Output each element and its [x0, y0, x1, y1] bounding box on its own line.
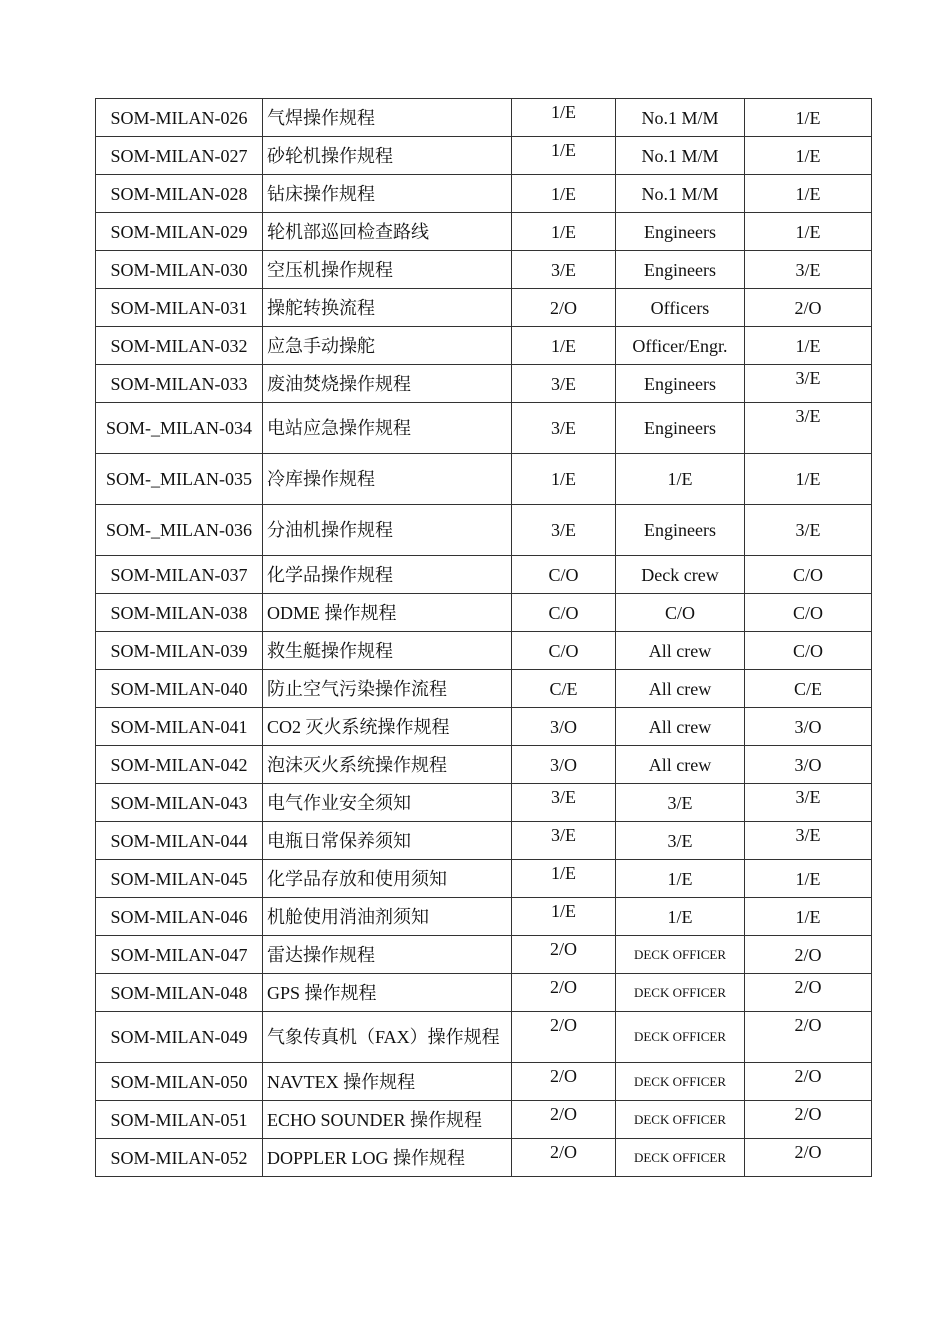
doc-dept: 1/E	[512, 213, 616, 251]
doc-dept: C/E	[512, 670, 616, 708]
doc-dept: 1/E	[512, 137, 616, 175]
doc-title: 救生艇操作规程	[263, 632, 512, 670]
doc-operator: All crew	[616, 670, 745, 708]
doc-title: 轮机部巡回检查路线	[263, 213, 512, 251]
doc-dept: 2/O	[512, 1063, 616, 1101]
doc-operator: 1/E	[616, 454, 745, 505]
doc-responsible: 1/E	[745, 327, 872, 365]
table-row	[96, 632, 872, 670]
table-row	[96, 936, 872, 974]
doc-dept: 2/O	[512, 936, 616, 974]
table-row	[96, 213, 872, 251]
table-row	[96, 1012, 872, 1063]
doc-title: 化学品操作规程	[263, 556, 512, 594]
doc-responsible: 2/O	[745, 1012, 872, 1063]
doc-responsible: 3/E	[745, 365, 872, 403]
doc-operator: No.1 M/M	[616, 137, 745, 175]
doc-title: 防止空气污染操作流程	[263, 670, 512, 708]
table-row	[96, 1063, 872, 1101]
doc-code: SOM-MILAN-043	[96, 784, 263, 822]
doc-operator: Engineers	[616, 403, 745, 454]
doc-dept: 1/E	[512, 99, 616, 137]
doc-responsible: 1/E	[745, 454, 872, 505]
doc-title: 化学品存放和使用须知	[263, 860, 512, 898]
doc-code: SOM-MILAN-052	[96, 1139, 263, 1177]
table-row	[96, 251, 872, 289]
doc-operator: DECK OFFICER	[616, 974, 745, 1012]
doc-code: SOM-MILAN-050	[96, 1063, 263, 1101]
doc-dept: 2/O	[512, 1139, 616, 1177]
table-row	[96, 454, 872, 505]
table-row	[96, 556, 872, 594]
doc-dept: 1/E	[512, 860, 616, 898]
doc-code: SOM-MILAN-045	[96, 860, 263, 898]
doc-responsible: 1/E	[745, 213, 872, 251]
doc-operator: 1/E	[616, 860, 745, 898]
doc-code: SOM-_MILAN-035	[96, 454, 263, 505]
doc-code: SOM-MILAN-042	[96, 746, 263, 784]
doc-title: ODME 操作规程	[263, 594, 512, 632]
doc-title: DOPPLER LOG 操作规程	[263, 1139, 512, 1177]
doc-title: NAVTEX 操作规程	[263, 1063, 512, 1101]
doc-dept: 3/O	[512, 708, 616, 746]
table-row	[96, 898, 872, 936]
table-row	[96, 974, 872, 1012]
doc-operator: Officers	[616, 289, 745, 327]
doc-title: 气焊操作规程	[263, 99, 512, 137]
doc-responsible: 3/E	[745, 822, 872, 860]
doc-operator: All crew	[616, 746, 745, 784]
doc-code: SOM-MILAN-031	[96, 289, 263, 327]
doc-title: 分油机操作规程	[263, 505, 512, 556]
table-row	[96, 175, 872, 213]
doc-operator: DECK OFFICER	[616, 1012, 745, 1063]
doc-code: SOM-MILAN-048	[96, 974, 263, 1012]
doc-operator: No.1 M/M	[616, 99, 745, 137]
table-row	[96, 327, 872, 365]
doc-responsible: 3/O	[745, 746, 872, 784]
doc-dept: C/O	[512, 594, 616, 632]
doc-code: SOM-MILAN-027	[96, 137, 263, 175]
doc-code: SOM-MILAN-051	[96, 1101, 263, 1139]
table-row	[96, 670, 872, 708]
doc-responsible: 1/E	[745, 137, 872, 175]
doc-operator: DECK OFFICER	[616, 1101, 745, 1139]
doc-dept: 2/O	[512, 289, 616, 327]
doc-responsible: 3/E	[745, 403, 872, 454]
doc-responsible: C/O	[745, 594, 872, 632]
doc-title: ECHO SOUNDER 操作规程	[263, 1101, 512, 1139]
doc-dept: 3/E	[512, 251, 616, 289]
doc-responsible: 3/E	[745, 251, 872, 289]
doc-title: 空压机操作规程	[263, 251, 512, 289]
doc-responsible: 1/E	[745, 860, 872, 898]
doc-title: 电站应急操作规程	[263, 403, 512, 454]
doc-operator: C/O	[616, 594, 745, 632]
doc-code: SOM-MILAN-037	[96, 556, 263, 594]
doc-title: 操舵转换流程	[263, 289, 512, 327]
doc-code: SOM-MILAN-033	[96, 365, 263, 403]
doc-operator: 3/E	[616, 822, 745, 860]
doc-operator: DECK OFFICER	[616, 1139, 745, 1177]
doc-code: SOM-MILAN-030	[96, 251, 263, 289]
doc-code: SOM-_MILAN-034	[96, 403, 263, 454]
doc-code: SOM-MILAN-040	[96, 670, 263, 708]
doc-title: 应急手动操舵	[263, 327, 512, 365]
doc-responsible: 3/E	[745, 784, 872, 822]
doc-dept: 3/E	[512, 505, 616, 556]
doc-dept: 1/E	[512, 454, 616, 505]
doc-code: SOM-MILAN-044	[96, 822, 263, 860]
doc-operator: 1/E	[616, 898, 745, 936]
doc-operator: Engineers	[616, 505, 745, 556]
procedures-table	[95, 98, 872, 1177]
doc-title: 气象传真机（FAX）操作规程	[263, 1012, 512, 1063]
doc-title: 机舱使用消油剂须知	[263, 898, 512, 936]
doc-title: 冷库操作规程	[263, 454, 512, 505]
doc-title: 雷达操作规程	[263, 936, 512, 974]
doc-responsible: C/O	[745, 556, 872, 594]
doc-code: SOM-MILAN-039	[96, 632, 263, 670]
doc-title: GPS 操作规程	[263, 974, 512, 1012]
table-row	[96, 822, 872, 860]
doc-dept: 1/E	[512, 327, 616, 365]
doc-responsible: 2/O	[745, 289, 872, 327]
doc-dept: C/O	[512, 632, 616, 670]
doc-operator: Engineers	[616, 213, 745, 251]
doc-code: SOM-MILAN-026	[96, 99, 263, 137]
doc-responsible: 1/E	[745, 898, 872, 936]
doc-responsible: C/E	[745, 670, 872, 708]
table-row	[96, 137, 872, 175]
table-row	[96, 1101, 872, 1139]
table-row	[96, 403, 872, 454]
doc-title: 泡沫灭火系统操作规程	[263, 746, 512, 784]
doc-operator: No.1 M/M	[616, 175, 745, 213]
procedures-table-body	[96, 99, 872, 1177]
table-row	[96, 594, 872, 632]
table-row	[96, 746, 872, 784]
doc-dept: C/O	[512, 556, 616, 594]
table-row	[96, 99, 872, 137]
doc-code: SOM-MILAN-028	[96, 175, 263, 213]
doc-responsible: 1/E	[745, 99, 872, 137]
doc-responsible: 3/O	[745, 708, 872, 746]
doc-operator: Officer/Engr.	[616, 327, 745, 365]
doc-dept: 3/E	[512, 403, 616, 454]
doc-operator: All crew	[616, 632, 745, 670]
doc-responsible: 3/E	[745, 505, 872, 556]
doc-code: SOM-MILAN-029	[96, 213, 263, 251]
table-row	[96, 365, 872, 403]
table-row	[96, 1139, 872, 1177]
doc-code: SOM-MILAN-038	[96, 594, 263, 632]
table-row	[96, 708, 872, 746]
doc-dept: 3/E	[512, 784, 616, 822]
doc-dept: 1/E	[512, 175, 616, 213]
table-row	[96, 505, 872, 556]
doc-title: 电瓶日常保养须知	[263, 822, 512, 860]
table-row	[96, 289, 872, 327]
doc-responsible: 2/O	[745, 936, 872, 974]
doc-code: SOM-MILAN-049	[96, 1012, 263, 1063]
doc-operator: DECK OFFICER	[616, 936, 745, 974]
doc-title: 电气作业安全须知	[263, 784, 512, 822]
table-row	[96, 784, 872, 822]
doc-operator: 3/E	[616, 784, 745, 822]
doc-title: 废油焚烧操作规程	[263, 365, 512, 403]
doc-dept: 2/O	[512, 1101, 616, 1139]
doc-responsible: 2/O	[745, 974, 872, 1012]
doc-code: SOM-MILAN-046	[96, 898, 263, 936]
doc-title: CO2 灭火系统操作规程	[263, 708, 512, 746]
doc-responsible: 2/O	[745, 1139, 872, 1177]
doc-responsible: C/O	[745, 632, 872, 670]
doc-code: SOM-MILAN-047	[96, 936, 263, 974]
doc-code: SOM-MILAN-041	[96, 708, 263, 746]
doc-operator: DECK OFFICER	[616, 1063, 745, 1101]
doc-dept: 2/O	[512, 1012, 616, 1063]
doc-dept: 3/E	[512, 365, 616, 403]
doc-code: SOM-_MILAN-036	[96, 505, 263, 556]
doc-operator: All crew	[616, 708, 745, 746]
doc-title: 钻床操作规程	[263, 175, 512, 213]
doc-responsible: 1/E	[745, 175, 872, 213]
doc-operator: Engineers	[616, 251, 745, 289]
doc-responsible: 2/O	[745, 1063, 872, 1101]
doc-dept: 1/E	[512, 898, 616, 936]
doc-operator: Deck crew	[616, 556, 745, 594]
doc-code: SOM-MILAN-032	[96, 327, 263, 365]
doc-title: 砂轮机操作规程	[263, 137, 512, 175]
doc-responsible: 2/O	[745, 1101, 872, 1139]
table-row	[96, 860, 872, 898]
doc-operator: Engineers	[616, 365, 745, 403]
doc-dept: 3/E	[512, 822, 616, 860]
doc-dept: 3/O	[512, 746, 616, 784]
doc-dept: 2/O	[512, 974, 616, 1012]
